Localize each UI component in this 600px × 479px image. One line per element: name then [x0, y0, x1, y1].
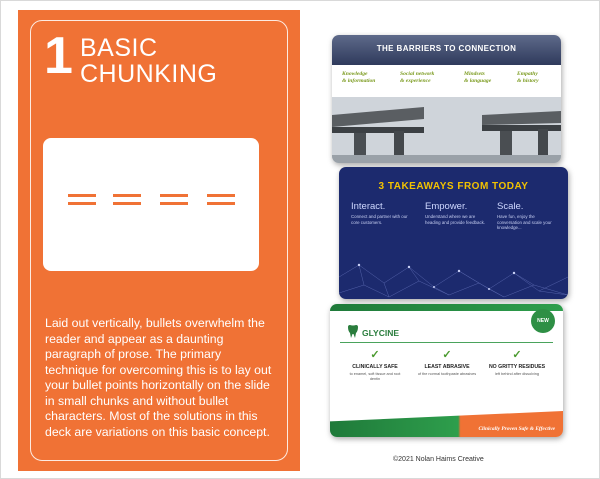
section-title-line-1: BASIC	[80, 34, 158, 62]
broken-bridge-image	[332, 97, 561, 163]
chunk-mark	[160, 194, 188, 205]
takeaway-column: Scale. Have fun, enjoy the conversation and scale your knowledge...	[497, 201, 552, 231]
slide-thumbnail-takeaways	[339, 167, 568, 299]
checkmark-icon: ✓	[442, 349, 452, 361]
chunk-illustration-card	[43, 138, 259, 271]
chunk-mark	[68, 194, 96, 205]
takeaway-column: Interact. Connect and partner with our core customers.	[351, 201, 408, 225]
slide-header-band	[332, 35, 561, 65]
barrier-item: Mindsets & language	[464, 71, 492, 84]
bridge-illustration	[332, 97, 561, 163]
panel-body-text: Laid out vertically, bullets overwhelm the reader and appear as a daunting paragraph of prose. The primary technique for overcoming this is to lay out your bullet points horizontally on the slide in small chunks and without bullet characters. Most of the solutions in this deck are variations on this basic concept.	[45, 316, 272, 439]
chunk-mark	[113, 194, 141, 205]
top-accent-bar	[330, 304, 563, 311]
footer-tagline: Clinically Proven Safe & Effective	[478, 426, 555, 432]
divider	[340, 342, 553, 343]
orange-panel	[18, 10, 300, 471]
checkmark-icon: ✓	[512, 349, 522, 361]
section-title-line-2: CHUNKING	[80, 60, 218, 88]
slide-thumbnail-glycine	[330, 304, 563, 437]
new-badge: NEW	[531, 309, 555, 333]
slide-title: 3 TAKEAWAYS FROM TODAY	[378, 181, 529, 192]
slide-thumbnail-barriers	[332, 35, 561, 163]
barrier-columns	[332, 67, 561, 97]
copyright-text: ©2021 Nolan Haims Creative	[393, 456, 484, 463]
tooth-icon	[347, 325, 359, 338]
benefit-column: ✓ NO GRITTY RESIDUES left behind after dissolving	[486, 349, 548, 377]
barrier-item: Social network & experience	[400, 71, 435, 84]
barrier-item: Empathy & history	[517, 71, 539, 84]
takeaway-column: Empower. Understand where we are heading and provide feedback.	[425, 201, 486, 225]
slide-title: THE BARRIERS TO CONNECTION	[376, 44, 517, 53]
benefit-column: ✓ CLINICALLY SAFE to enamel, soft tissue and root dentin	[344, 349, 406, 382]
chunk-mark	[207, 194, 235, 205]
footer-band	[330, 411, 563, 437]
network-graphic	[339, 237, 568, 299]
section-number: 1	[44, 27, 73, 85]
slide-title: GLYCINE	[362, 328, 400, 338]
checkmark-icon: ✓	[370, 349, 380, 361]
barrier-item: Knowledge & information	[342, 71, 376, 84]
benefit-column: ✓ LEAST ABRASIVE of the normal toothpaste abrasives	[417, 349, 477, 376]
